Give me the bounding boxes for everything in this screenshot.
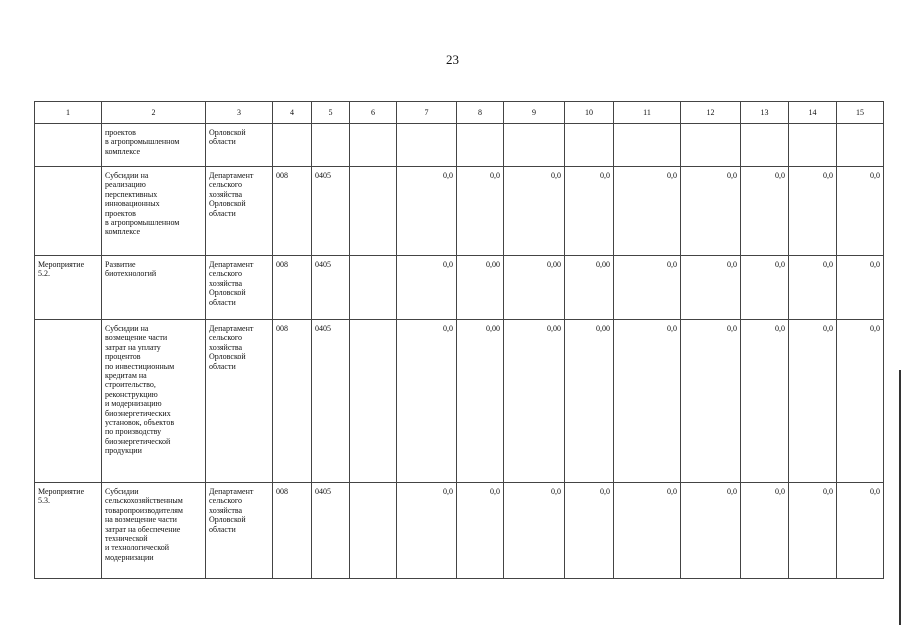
cell-value: 0,0: [457, 167, 504, 256]
cell-col6: [350, 167, 397, 256]
cell-col6: [350, 124, 397, 167]
cell-value: [837, 124, 884, 167]
header-cell: 2: [102, 102, 206, 124]
table-row: [35, 124, 884, 167]
cell-value: 0,0: [837, 167, 884, 256]
page-number: 23: [446, 52, 459, 67]
cell-value: 0,0: [789, 483, 837, 579]
cell-code: 008: [273, 256, 312, 320]
cell-value: 0,0: [681, 256, 741, 320]
cell-section: [312, 124, 350, 167]
cell-measure: [35, 320, 102, 483]
cell-value: 0,0: [504, 483, 565, 579]
cell-value: 0,0: [504, 167, 565, 256]
cell-value: 0,00: [504, 256, 565, 320]
cell-value: 0,0: [457, 483, 504, 579]
cell-value: [614, 124, 681, 167]
cell-code: 008: [273, 320, 312, 483]
table-row: [35, 483, 884, 579]
cell-value: 0,00: [504, 320, 565, 483]
cell-executor: Департамент сельского хозяйства Орловской области: [206, 167, 273, 256]
cell-value: 0,0: [614, 167, 681, 256]
cell-name: проектов в агропромышленном комплексе: [102, 124, 206, 167]
header-cell: 14: [789, 102, 837, 124]
cell-value: 0,00: [457, 320, 504, 483]
cell-value: [565, 124, 614, 167]
cell-measure: Мероприятие 5.2.: [35, 256, 102, 320]
cell-executor: Орловской области: [206, 124, 273, 167]
cell-code: [273, 124, 312, 167]
cell-value: 0,0: [789, 320, 837, 483]
header-cell: 5: [312, 102, 350, 124]
cell-measure: Мероприятие 5.3.: [35, 483, 102, 579]
cell-section: 0405: [312, 167, 350, 256]
cell-value: [741, 124, 789, 167]
cell-section: 0405: [312, 256, 350, 320]
cell-executor: Департамент сельского хозяйства Орловской области: [206, 483, 273, 579]
header-cell: 4: [273, 102, 312, 124]
cell-value: 0,0: [397, 167, 457, 256]
cell-value: 0,0: [741, 256, 789, 320]
cell-value: 0,0: [614, 256, 681, 320]
cell-value: 0,0: [741, 320, 789, 483]
cell-value: 0,00: [565, 320, 614, 483]
cell-value: 0,0: [837, 256, 884, 320]
table-header-row: [35, 102, 884, 124]
budget-table: [34, 101, 884, 579]
cell-section: 0405: [312, 483, 350, 579]
cell-value: [789, 124, 837, 167]
cell-value: 0,0: [741, 167, 789, 256]
header-cell: 1: [35, 102, 102, 124]
cell-value: 0,00: [457, 256, 504, 320]
header-cell: 7: [397, 102, 457, 124]
header-cell: 11: [614, 102, 681, 124]
cell-measure: [35, 167, 102, 256]
cell-value: 0,0: [614, 320, 681, 483]
cell-value: 0,0: [614, 483, 681, 579]
cell-code: 008: [273, 483, 312, 579]
header-cell: 10: [565, 102, 614, 124]
header-cell: 3: [206, 102, 273, 124]
cell-section: 0405: [312, 320, 350, 483]
cell-value: 0,0: [837, 483, 884, 579]
table-row: [35, 256, 884, 320]
cell-name: Субсидии на возмещение части затрат на уплату процентов по инвестиционным кредитам на строительство, реконструкцию и модернизацию биоэнергетических установок, объектов по производству биоэнергетической продукции: [102, 320, 206, 483]
cell-executor: Департамент сельского хозяйства Орловской области: [206, 256, 273, 320]
cell-measure: [35, 124, 102, 167]
header-cell: 6: [350, 102, 397, 124]
cell-value: [681, 124, 741, 167]
cell-value: 0,0: [565, 167, 614, 256]
cell-value: 0,0: [681, 167, 741, 256]
cell-code: 008: [273, 167, 312, 256]
cell-name: Развитие биотехнологий: [102, 256, 206, 320]
cell-value: 0,0: [397, 256, 457, 320]
cell-col6: [350, 256, 397, 320]
cell-value: [457, 124, 504, 167]
header-cell: 12: [681, 102, 741, 124]
cell-value: 0,0: [789, 167, 837, 256]
cell-value: [397, 124, 457, 167]
cell-col6: [350, 483, 397, 579]
header-cell: 13: [741, 102, 789, 124]
table-row: [35, 167, 884, 256]
header-cell: 9: [504, 102, 565, 124]
cell-value: 0,0: [837, 320, 884, 483]
header-cell: 8: [457, 102, 504, 124]
cell-name: Субсидии сельскохозяйственным товаропроизводителям на возмещение части затрат на обеспечение технической и технологической модернизации: [102, 483, 206, 579]
table-row: [35, 320, 884, 483]
scan-edge-line: [899, 370, 901, 625]
header-cell: 15: [837, 102, 884, 124]
cell-value: 0,0: [789, 256, 837, 320]
cell-value: [504, 124, 565, 167]
cell-value: 0,0: [565, 483, 614, 579]
cell-name: Субсидии на реализацию перспективных инновационных проектов в агропромышленном комплексе: [102, 167, 206, 256]
cell-value: 0,0: [397, 483, 457, 579]
cell-value: 0,0: [681, 483, 741, 579]
cell-executor: Департамент сельского хозяйства Орловской области: [206, 320, 273, 483]
cell-value: 0,0: [741, 483, 789, 579]
cell-value: 0,0: [681, 320, 741, 483]
cell-value: 0,0: [397, 320, 457, 483]
cell-value: 0,00: [565, 256, 614, 320]
cell-col6: [350, 320, 397, 483]
